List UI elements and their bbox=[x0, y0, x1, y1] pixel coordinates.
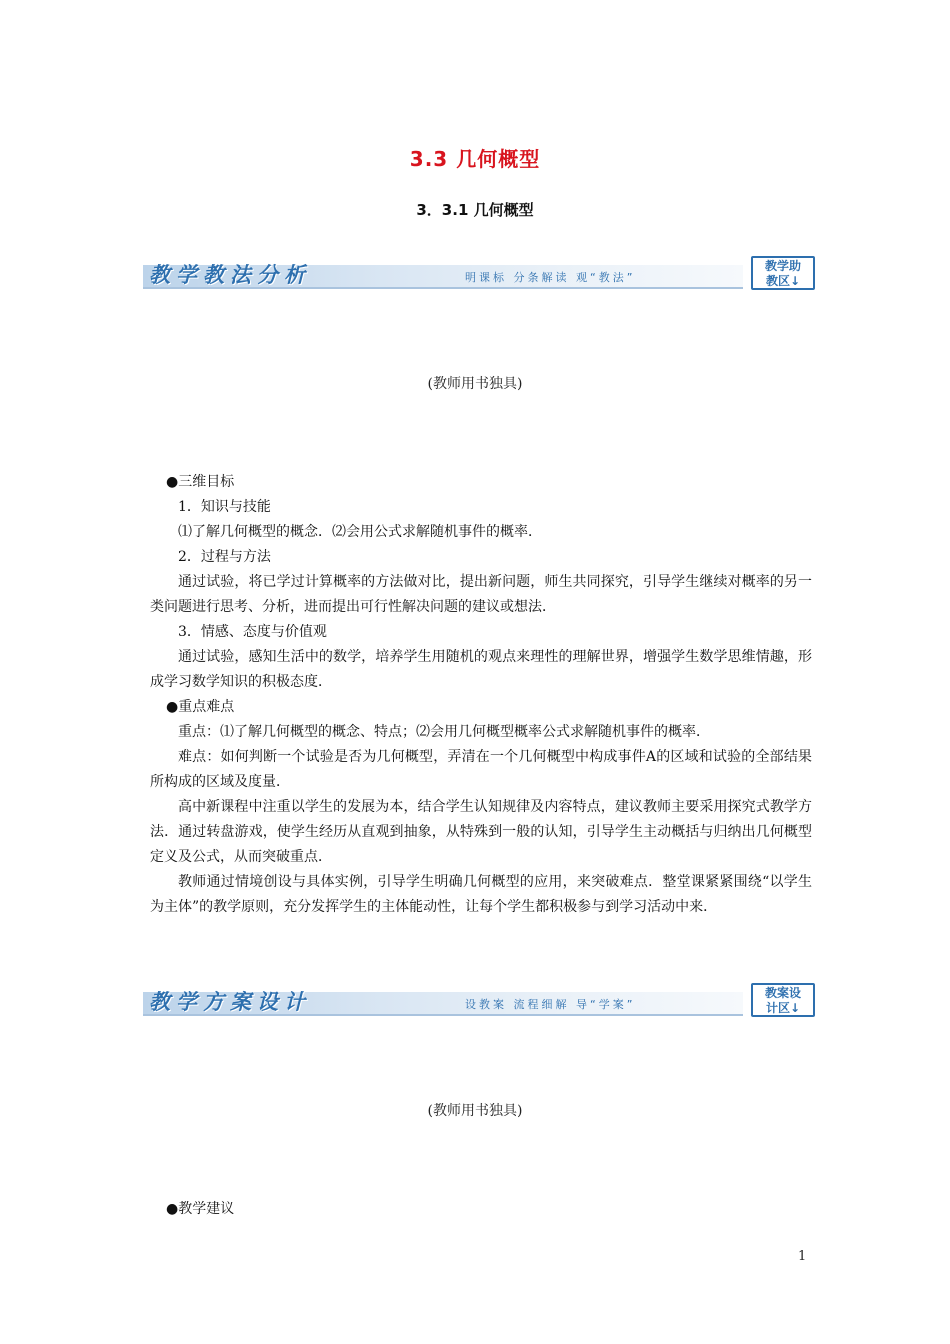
teacher-book-note: (教师用书独具) bbox=[427, 376, 523, 392]
banner-slogan: 明课标 分条解读 观“教法” bbox=[465, 271, 636, 284]
badge-line-2: 计区↓ bbox=[765, 1001, 801, 1015]
goal1-heading: 1．知识与技能 bbox=[178, 499, 271, 515]
difficulty-text: 难点：如何判断一个试验是否为几何概型，弄清在一个几何概型中构成事件A的区域和试验的全部结果所构成的区域及度量． bbox=[150, 749, 812, 790]
goal3-text: 通过试验，感知生活中的数学，培养学生用随机的观点来理性的理解世界，增强学生数学思维情趣，形成学习数学知识的积极态度． bbox=[150, 649, 812, 690]
banner-teaching-analysis bbox=[143, 256, 815, 292]
goal1-text: ⑴了解几何概型的概念．⑵会用公式求解随机事件的概率． bbox=[178, 524, 542, 540]
goals-heading: ●三维目标 bbox=[166, 474, 235, 490]
badge-line-1: 教案设 bbox=[764, 986, 801, 1000]
suggestion-heading: ●教学建议 bbox=[166, 1201, 235, 1217]
page-title: 3.3 几何概型 bbox=[409, 147, 541, 171]
keypoints-heading: ●重点难点 bbox=[166, 699, 235, 715]
key-text: 重点：⑴了解几何概型的概念、特点；⑵会用几何概型概率公式求解随机事件的概率． bbox=[178, 724, 710, 740]
banner-slogan: 设教案 流程细解 导“学案” bbox=[465, 998, 636, 1011]
banner-title: 教学方案设计 bbox=[149, 990, 311, 1014]
banner-teaching-design bbox=[143, 983, 815, 1019]
badge-line-2: 教区↓ bbox=[765, 274, 801, 288]
teacher-text: 教师通过情境创设与具体实例，引导学生明确几何概型的应用，来突破难点．整堂课紧紧围绕“以学生为主体”的教学原则，充分发挥学生的主体能动性，让每个学生都积极参与到学习活动中来． bbox=[150, 874, 812, 915]
method-text: 高中新课程中注重以学生的发展为本，结合学生认知规律及内容特点，建议教师主要采用探究式教学方法．通过转盘游戏，使学生经历从直观到抽象，从特殊到一般的认知，引导学生主动概括与归纳出几何概型定义及公式，从而突破重点． bbox=[150, 799, 812, 865]
banner-badge bbox=[751, 983, 815, 1017]
banner-title: 教学教法分析 bbox=[149, 263, 311, 287]
badge-line-1: 教学助 bbox=[764, 259, 801, 273]
goal2-heading: 2．过程与方法 bbox=[178, 549, 271, 565]
goal2-text: 通过试验，将已学过计算概率的方法做对比，提出新问题，师生共同探究，引导学生继续对概率的另一类问题进行思考、分析，进而提出可行性解决问题的建议或想法． bbox=[150, 574, 812, 615]
banner-badge bbox=[751, 256, 815, 290]
goal3-heading: 3．情感、态度与价值观 bbox=[178, 624, 327, 640]
section-subtitle: 3．3.1 几何概型 bbox=[416, 201, 534, 219]
teacher-book-note: (教师用书独具) bbox=[427, 1103, 523, 1119]
page-number: 1 bbox=[798, 1249, 807, 1264]
